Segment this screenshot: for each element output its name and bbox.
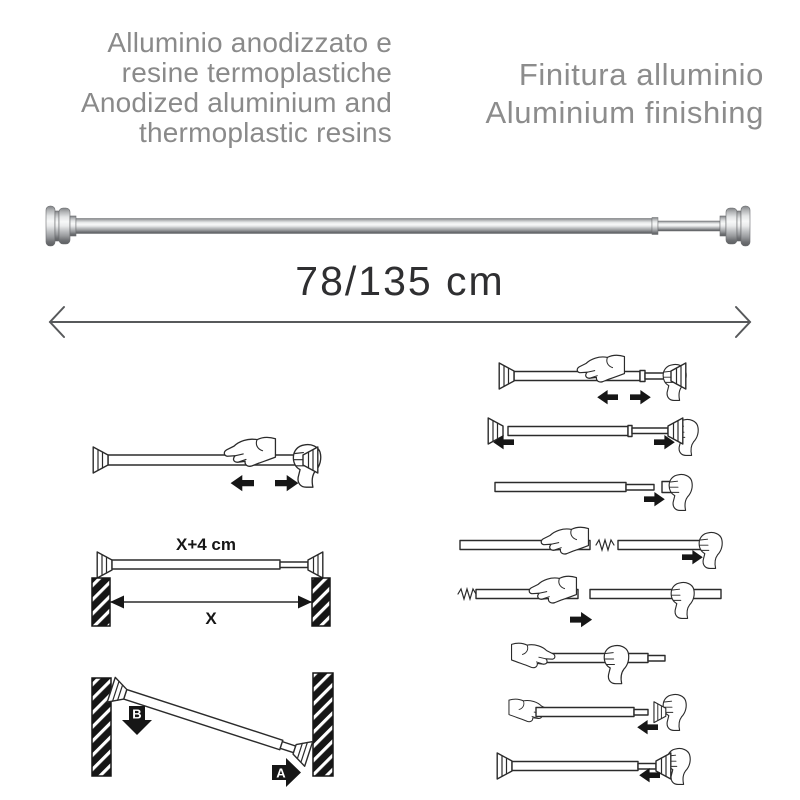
- material-line-3: Anodized aluminium and: [80, 87, 392, 118]
- holding-hand-icon: [671, 582, 694, 618]
- right-wall-block: [313, 673, 333, 776]
- left-wall-block: [92, 578, 110, 626]
- rod-end-cap-icon: [499, 363, 514, 389]
- arrow-right-icon: [570, 612, 592, 627]
- installation-diagrams-right: [438, 352, 780, 798]
- rod-inner-tube-drawing: [626, 485, 654, 491]
- right-finial: [720, 206, 750, 246]
- rod-drawing: [512, 762, 638, 771]
- rod-drawing: [508, 427, 628, 436]
- rod-end-cap-icon: [308, 552, 323, 578]
- rod-joint-drawing: [640, 371, 645, 382]
- rod-drawing: [536, 708, 634, 717]
- rod-inner-tube-drawing: [632, 428, 668, 434]
- finish-line-2: Aluminium finishing: [485, 95, 764, 130]
- rod-inner-tube-drawing: [634, 710, 648, 716]
- rod-inner-tube-drawing: [638, 764, 656, 770]
- rod-inner-tube-drawing: [648, 656, 665, 662]
- dimension-label: 78/135 cm: [295, 258, 505, 304]
- rod-drawing: [590, 590, 721, 599]
- material-line-1: Alluminio anodizzato e: [107, 27, 392, 58]
- rod-joint-collar: [652, 218, 658, 235]
- step-spring-out: [458, 576, 721, 627]
- dimension-double-arrow: [40, 302, 760, 342]
- rod-end-cap-icon: [497, 753, 512, 779]
- step-diagonal-mount: [92, 673, 333, 787]
- rod-inner-tube: [658, 221, 720, 231]
- step-reattach-cap: [509, 694, 686, 734]
- material-line-2: resine termoplastiche: [121, 57, 392, 88]
- wall-span-label: X: [205, 609, 217, 628]
- holding-hand-icon: [604, 646, 629, 684]
- rod-end-cap-icon: [97, 552, 112, 578]
- arrow-right-icon: [630, 390, 651, 404]
- holding-hand-icon: [663, 694, 686, 730]
- step-pull-end-piece: [495, 474, 692, 510]
- arrow-right-icon: [275, 475, 298, 491]
- step-twist-to-extend: [93, 437, 321, 491]
- arrow-right-icon: [682, 550, 703, 564]
- spring-icon: [458, 589, 476, 599]
- rod-drawing: [495, 483, 626, 492]
- spring-icon: [596, 540, 614, 550]
- material-description: [28, 28, 392, 148]
- step-b-label: B: [132, 706, 142, 722]
- holding-hand-icon: [699, 532, 722, 568]
- step-b-marker: [122, 706, 152, 735]
- step-remove-caps: [488, 418, 698, 455]
- installation-diagrams-left: [78, 428, 363, 800]
- material-line-4: thermoplastic resins: [139, 117, 392, 148]
- arrow-left-icon: [231, 475, 254, 491]
- measure-arrowhead-right-icon: [298, 596, 312, 609]
- holding-hand-icon: [669, 474, 692, 510]
- step-a-marker: [272, 758, 301, 787]
- right-wall-block: [312, 578, 330, 626]
- rod-end-cap-icon: [93, 447, 108, 473]
- step-final-assembly: [497, 748, 690, 784]
- rod-drawing: [112, 560, 280, 569]
- step-separate-tubes: [460, 527, 722, 568]
- finish-description: [416, 56, 764, 132]
- finish-line-1: Finitura alluminio: [518, 57, 764, 92]
- rod-end-cap-icon: [291, 737, 313, 766]
- left-wall-block: [92, 678, 111, 776]
- telescopic-rod-photo: [40, 198, 760, 254]
- step-reinsert-tube: [512, 643, 665, 684]
- left-finial: [46, 206, 76, 246]
- rod-main-tube: [76, 219, 652, 234]
- step-twist-small: [499, 355, 686, 404]
- gripping-hand-icon: [512, 643, 555, 668]
- arrow-left-icon: [597, 390, 618, 404]
- step-measure-span: [92, 535, 330, 628]
- arrow-right-icon: [644, 492, 665, 506]
- rod-inner-tube-drawing: [280, 562, 308, 568]
- rod-drawing: [124, 690, 283, 750]
- step-a-label: A: [276, 765, 286, 781]
- extended-length-label: X+4 cm: [175, 535, 237, 554]
- measure-arrowhead-left-icon: [110, 596, 124, 609]
